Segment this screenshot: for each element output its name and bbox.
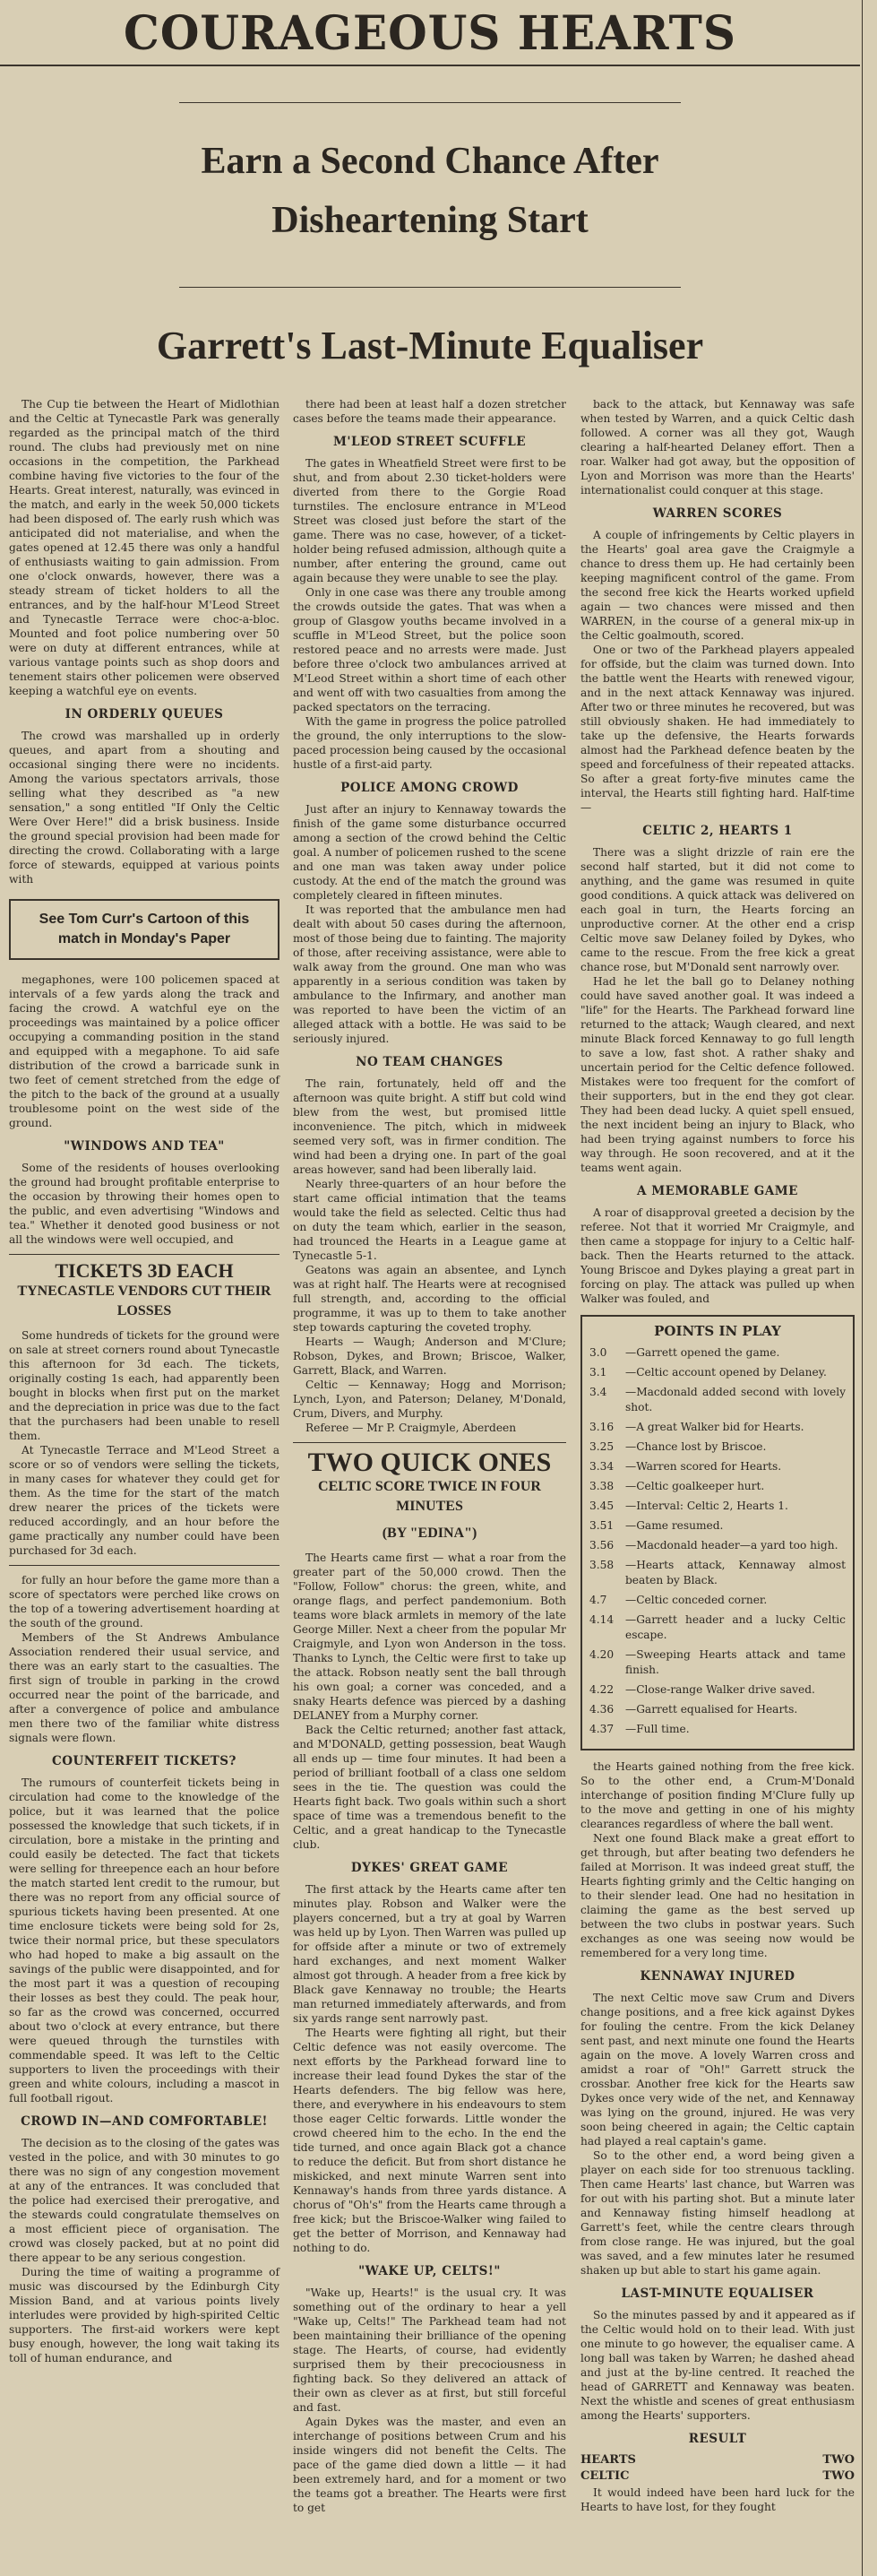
point-row (589, 1439, 846, 1455)
paragraph: The rain, fortunately, held off and the afternoon was quite bright. A stiff but cold wind blew from the west, but promised little inconvenience. The pitch, which in midweek seemed very soft, was in firmer condition. The wind had been a drying one. In part of the goal areas however, sand had been liberally laid. (293, 1077, 566, 1176)
subheading: A MEMORABLE GAME (637, 1184, 798, 1198)
point-row (589, 1385, 846, 1415)
cartoon-notice: See Tom Curr's Cartoon of this match in Monday's Paper (9, 899, 279, 960)
point-event: —Celtic goalkeeper hurt. (625, 1480, 765, 1492)
point-event: —Macdonald header—a yard too high. (625, 1539, 838, 1552)
subheading: NO TEAM CHANGES (356, 1055, 503, 1069)
paragraph: The decision as to the closing of the gates was vested in the police, and with 30 minutes to go there was no sign of any congestion movement at any of the entrances. It was concluded that the police had exercised their prerogative, and the stewards could congratulate themselves on a most efficient piece of organisation. The crowd was closely packed, but at no point did there appear to be any serious congestion. (9, 2137, 279, 2264)
paragraph: The next Celtic move saw Crum and Divers change positions, and a free kick against Dykes for fouling the centre. From the kick Delaney sent past, and next minute one found the Hearts again on the move. A lovely Warren cross and amidst a roar of "Oh!" Garrett struck the crossbar. Another free kick for the Hearts saw Dykes once very wide of the net, and Kennaway was lying on the ground, injured. He was very soon being cheered in again; the Celtic captain had played a real captain's game. (580, 1992, 855, 2148)
rule (179, 102, 681, 103)
points-in-play-box (580, 1315, 855, 1750)
point-row (589, 1593, 846, 1608)
subheading: "WAKE UP, CELTS!" (358, 2264, 501, 2278)
team-score: TWO (822, 2469, 855, 2483)
paragraph: A couple of infringements by Celtic players in the Hearts' goal area gave the Craigmyle a chance to dress them up. He had certainly been keeping magnificent control of the game. From the second free kick the Hearts worked upfield again — two chances were missed and then WARREN, in the course of a general mix-up in the Celtic goalmouth, scored. (580, 529, 855, 642)
byline: (BY "EDINA") (382, 1526, 477, 1541)
column-3 (580, 397, 855, 2514)
points-heading: POINTS IN PLAY (654, 1323, 781, 1339)
point-event: —Chance lost by Briscoe. (625, 1440, 767, 1453)
point-row (589, 1518, 846, 1534)
team-line: Celtic — Kennaway; Hogg and Morrison; Lynch, Lyon, and Paterson; Delaney, M'Donald, Crum, Divers, and Murphy. (293, 1379, 566, 1420)
headline-line-2: Disheartening Start (271, 200, 589, 241)
result-row (580, 2453, 855, 2468)
point-event: —Game resumed. (625, 1519, 724, 1532)
point-row (589, 1682, 846, 1698)
column-1 (9, 397, 279, 2365)
point-time: 3.16 (589, 1421, 615, 1433)
point-row (589, 1722, 846, 1737)
paragraph: Some of the residents of houses overlooking the ground had brought profitable enterprise to the occasion by throwing their homes open to the public, and even advertising "Windows and tea." Whether it denoted good business or not all the windows were well occupied, and (9, 1162, 279, 1246)
headline-line-3: Garrett's Last-Minute Equaliser (156, 324, 704, 367)
team-name: HEARTS (580, 2453, 636, 2467)
paragraph: Back the Celtic returned; another fast attack, and M'DONALD, getting possession, beat Waugh all ends up — time four minutes. It had been a period of brilliant football of a class one seldom sees in the tie. The question was could the Hearts fight back. Two goals within such a short space of time was a tremendous benefit to the Celtic, and a great handicap to the Tynecastle club. (293, 1724, 566, 1851)
headline-block (0, 66, 860, 398)
paragraph: A roar of disapproval greeted a decision by the referee. Not that it worried Mr Craigmyle, and then came a stoppage for injury to a Celtic half-back. Then the Hearts returned to the attack. Young Briscoe and Dykes playing a great part in forcing on play. The attack was pulled up when Walker was fouled, and (580, 1206, 855, 1305)
point-event: —Interval: Celtic 2, Hearts 1. (625, 1500, 788, 1512)
point-row (589, 1420, 846, 1435)
point-time: 4.7 (589, 1594, 607, 1606)
point-event: —Garrett equalised for Hearts. (625, 1703, 798, 1716)
point-time: 3.45 (589, 1500, 615, 1512)
paragraph: Had he let the ball go to Delaney nothing could have saved another goal. It was indeed a "life" for the Hearts. The Parkhead forward line returned to the attack; Waugh cleared, and next minute Black forced Kennaway to go full length to save a low, fast shot. A rather shaky and uncertain period for the Celtic defence followed. Mistakes were too frequent for the comfort of their supporters, but in the end they got clear. They had been dead lucky. A quiet spell ensued, the next incident being an injury to Black, who had been trying against numbers to force his way through. He soon recovered, and at it the teams went again. (580, 975, 855, 1174)
paragraph: It would indeed have been hard luck for the Hearts to have lost, for they fought (580, 2486, 855, 2513)
point-time: 4.37 (589, 1723, 615, 1735)
paragraph: It was reported that the ambulance men had dealt with about 50 cases during the afternoon, most of those being due to fainting. The majority of those, after receiving assistance, were able to walk away from the ground. One man who was apparently in a serious condition was taken by ambulance to the Infirmary, and another man was reported to have been the victim of an alleged attack with a bottle. He was said to be seriously injured. (293, 903, 566, 1045)
divider (9, 1565, 279, 1566)
point-row (589, 1702, 846, 1717)
page-title: COURAGEOUS HEARTS (124, 4, 736, 60)
subheading: WARREN SCORES (652, 506, 783, 521)
subheading: M'LEOD STREET SCUFFLE (332, 435, 527, 449)
point-row (589, 1647, 846, 1678)
paragraph: The Cup tie between the Heart of Midlothian and the Celtic at Tynecastle Park was generally regarded as the principal match of the third round. The clubs had previously met on nine occasions in the competition, the Parkhead combine having five victories to the four of the Hearts. Great interest, naturally, was evinced in the match, and early in the week 50,000 tickets had been disposed of. The early rush which was anticipated did not materialise, and when the gates opened at 12.45 there was only a handful of enthusiasts waiting to gain admission. From one o'clock onwards, however, there was a steady stream of ticket holders to all the entrances, and by the half-hour M'Leod Street and Tynecastle Terrace were choc-a-bloc. Mounted and foot police numbering over 50 were on duty at different entrances, while at various vantage points such as shop doors and tenement stairs other policemen were observed keeping a watchful eye on events. (9, 398, 279, 697)
paragraph: The gates in Wheatfield Street were first to be shut, and from about 2.30 ticket-holders were diverted from there to the Gorgie Road turnstiles. The enclosure entrance in M'Leod Street was closed just before the start of the game. There was no case, however, of a ticket-holder being refused admission, although quite a number, after entering the ground, came out again because they were unable to see the play. (293, 457, 566, 584)
paragraph: At Tynecastle Terrace and M'Leod Street a score or so of vendors were selling the tickets, in many cases for whatever they could get for them. As the time for the start of the match drew nearer the prices of the tickets were reduced accordingly, and an hour before the game practically any number could have been purchased for 3d each. (9, 1444, 279, 1557)
point-time: 3.25 (589, 1440, 615, 1453)
paragraph: One or two of the Parkhead players appealed for offside, but the claim was turned down. Into the battle went the Hearts with renewed vigour, and in the next attack Kennaway was injured. After two or three minutes he recovered, but was still obviously shaken. He had immediately to take up the defensive, the Hearts forwards almost had the Parkhead defence beaten by the speed and forcefulness of their repeated attacks. So after a great forty-five minutes came the interval, the Hearts still fighting hard. Half-time — (580, 644, 855, 814)
referee-line: Referee — Mr P. Craigmyle, Aberdeen (305, 1422, 517, 1434)
point-event: —Sweeping Hearts attack and tame finish. (625, 1648, 846, 1676)
paragraph: The Hearts were fighting all right, but their Celtic defence was not easily overcome. The next efforts by the Parkhead forward line to increase their lead found Dykes the star of the Hearts defenders. The big fellow was here, there, and everywhere in his endeavours to stem those eager Celtic forwards. Little wonder the crowd cheered him to the echo. In the end the tide turned, and once again Black got a chance to reduce the deficit. But from short distance he miskicked, and next minute Warren sent into Kennaway's hands from three yards distance. A chorus of "Oh's" from the Hearts came through a free kick; but the Briscoe-Walker wing failed to get the better of Morrison, and Kennaway had nothing to do. (293, 2027, 566, 2254)
subheading: LAST-MINUTE EQUALISER (621, 2286, 814, 2301)
article-heading: TICKETS 3D EACH (55, 1259, 234, 1282)
point-time: 3.38 (589, 1480, 615, 1492)
point-row (589, 1345, 846, 1361)
subheading: IN ORDERLY QUEUES (64, 707, 224, 722)
team-name: CELTIC (580, 2469, 630, 2483)
paragraph: for fully an hour before the game more than a score of spectators were perched like crows on the top of a towering advertisement hoarding at the south of the ground. (9, 1574, 279, 1629)
point-event: —Macdonald added second with lovely shot. (625, 1386, 846, 1413)
point-row (589, 1459, 846, 1474)
paragraph: The first attack by the Hearts came after ten minutes play. Robson and Walker were the players concerned, but a try at goal by Warren was held up by Lyon. Then Warren was pulled up for offside after a minute or two of extremely hard exchanges, and next moment Walker almost got through. A header from a free kick by Black gave Kennaway no trouble; the Hearts man returned immediately afterwards, and from six yards range sent narrowly past. (293, 1883, 566, 2025)
result-heading: RESULT (688, 2432, 747, 2446)
team-line: Hearts — Waugh; Anderson and M'Clure; Robson, Dykes, and Brown; Briscoe, Walker, Garrett, Black, and Warren. (293, 1336, 566, 1377)
point-time: 4.36 (589, 1703, 615, 1716)
subheading: "WINDOWS AND TEA" (64, 1139, 225, 1154)
paragraph: Some hundreds of tickets for the ground were on sale at street corners round about Tynecastle this afternoon for 3d each. The tickets, originally costing 1s each, had apparently been bought in blocks when first put on the market and the depreciation in price was due to the fact that the purchasers had been unable to resell them. (9, 1329, 279, 1442)
point-event: —Garrett opened the game. (625, 1346, 780, 1359)
point-time: 4.14 (589, 1613, 615, 1626)
divider (9, 1254, 279, 1255)
point-time: 4.20 (589, 1648, 615, 1661)
point-time: 3.0 (589, 1346, 607, 1359)
column-2 (293, 397, 566, 2515)
paragraph: Again Dykes was the master, and even an interchange of positions between Crum and his inside wingers did not benefit the Celts. The pace of the game died down a little — it had been extremely hard, and for a moment or two the teams got a breather. The Hearts were first to get (293, 2416, 566, 2514)
paragraph: There was a slight drizzle of rain ere the second half started, but it did not come to anything, and the game was resumed in quite good conditions. A quick attack was delivered on each goal in turn, the Hearts forcing an unproductive corner. At the other end a crisp Celtic move saw Delaney foiled by Dykes, who came to the rescue. From the free kick a great chance rose, but M'Donald sent narrowly over. (580, 846, 855, 973)
subheading: COUNTERFEIT TICKETS? (52, 1754, 236, 1768)
point-row (589, 1612, 846, 1643)
paragraph: Nearly three-quarters of an hour before the start came official intimation that the teams would take the field as selected. Celtic thus had on duty the team which, earlier in the season, had trounced the Hearts in a League game at Tynecastle 5-1. (293, 1178, 566, 1262)
headline-line-1: Earn a Second Chance After (201, 141, 659, 182)
paragraph: Next one found Black make a great effort to get through, but after beating two defenders he failed at Morrison. It was indeed great stuff, the Hearts fighting grimly and the Celtic hanging on to their slender lead. One had no hesitation in claiming the game as the best served up between the two clubs in postwar years. Such exchanges as one was seeing now would be remembered for a very long time. (580, 1832, 855, 1959)
point-row (589, 1365, 846, 1380)
paragraph: Geatons was again an absentee, and Lynch was at right half. The Hearts were at recognised full strength, and, according to the official programme, it was up to them to take another step towards capturing the coveted trophy. (293, 1264, 566, 1334)
article-subheading: CELTIC SCORE TWICE IN FOUR MINUTES (318, 1479, 541, 1514)
point-row (589, 1538, 846, 1553)
point-event: —Garrett header and a lucky Celtic escape. (625, 1613, 846, 1641)
subheading: CELTIC 2, HEARTS 1 (642, 824, 793, 838)
point-row (589, 1558, 846, 1588)
article-heading: TWO QUICK ONES (307, 1448, 552, 1477)
point-row (589, 1479, 846, 1494)
point-time: 3.56 (589, 1539, 615, 1552)
paragraph: the Hearts gained nothing from the free kick. So to the other end, a Crum-M'Donald interchange of position finding M'Clure fully up to the move and getting in one of his mighty clearances regardless of where the ball went. (580, 1760, 855, 1830)
paragraph: there had been at least half a dozen stretcher cases before the teams made their appearance. (293, 398, 566, 425)
divider (293, 1442, 566, 1443)
paragraph: back to the attack, but Kennaway was safe when tested by Warren, and a quick Celtic dash followed. A corner was all they got, Waugh clearing a half-hearted Delaney effort. Then a roar. Walker had got away, but the opposition of Lyon and Morrison was more than the Hearts' internationalist could conquer at this stage. (580, 398, 855, 497)
point-time: 3.1 (589, 1366, 607, 1379)
paragraph: During the time of waiting a programme of music was discoursed by the Edinburgh City Mission Band, and at various points lively interludes were provided by high-spirited Celtic supporters. The first-aid workers were kept busy enough, however, the long wait taking its toll of human endurance, and (9, 2266, 279, 2364)
paragraph: So to the other end, a word being given a player on each side for too strenuous tackling. Then came Hearts' last chance, but Warren was for out with his parting shot. But a minute later and Kennaway fisting himself headlong at Garrett's feet, while the centre clears through from close range. He was injured, but the goal was saved, and a few minutes later he resumed shaken up but able to start his game again. (580, 2149, 855, 2277)
article-subheading: TYNECASTLE VENDORS CUT THEIR LOSSES (17, 1284, 271, 1318)
paragraph: The rumours of counterfeit tickets being in circulation had come to the knowledge of the police, but it was learned that the police possessed the knowledge that such tickets, if in circulation, bore a mistake in the printing and could easily be detected. The fact that tickets were selling for threepence each an hour before the match started lent credit to the rumour, but there was no report from any official source of spurious tickets having been presented. At one time enclosure tickets were being sold for 2s, twice their normal price, but these speculators who had hoped to make a big assault on the savings of the public were disappointed, and for the most part it was a question of recouping their losses as best they could. The peak hour, so far as the crowd was concerned, occurred about two o'clock at every entrance, but there were queued through the turnstiles with commendable speed. It was left to the Celtic supporters to liven the proceedings with their green and white colours, including a mascot in full football rigout. (9, 1776, 279, 2105)
rule (179, 287, 681, 288)
subheading: DYKES' GREAT GAME (350, 1861, 509, 1875)
banner (0, 0, 860, 66)
point-event: —Celtic conceded corner. (625, 1594, 768, 1606)
paragraph: The Hearts came first — what a roar from the greater part of the 50,000 crowd. Then the "Follow, Follow" chorus: the green, white, and orange flags, and perfect pandemonium. Both teams wore black armlets in memory of the late George Miller. Next a cheer from the popular Mr Craigmyle, and Lyon won Anderson in the toss. Thanks to Lynch, the Celtic were first to take up the attack. Robson neatly sent the ball through his own goal; a corner was conceded, and a snaky Hearts defence was pierced by a dashing DELANEY from a Murphy corner. (293, 1552, 566, 1722)
paragraph: Members of the St Andrews Ambulance Association rendered their usual service, and there was an early start to the casualties. The first sign of trouble in parking in the crowd occurred near the point of the barricade, and after a convergence of police and ambulance men there two of the familiar white distress signals were flown. (9, 1631, 279, 1744)
point-event: —Close-range Walker drive saved. (625, 1683, 815, 1696)
paragraph: Just after an injury to Kennaway towards the finish of the game some disturbance occurred among a section of the crowd behind the Celtic goal. A number of policemen rushed to the scene and one man was taken away under police custody. At the end of the match the ground was completely cleared in fifteen minutes. (293, 803, 566, 902)
subheading: KENNAWAY INJURED (640, 1969, 795, 1984)
paragraph: The crowd was marshalled up in orderly queues, and apart from a shouting and occasional singing there were no incidents. Among the various spectators arrivals, those selling what they described as "a new sensation," a song entitled "If Only the Celtic Were Over Here!" did a brisk business. Inside the ground special provision had been made for directing the crowd. Collaborating with a large force of stewards, equipped at various points with (9, 730, 279, 886)
point-event: —Full time. (625, 1723, 690, 1735)
paragraph: megaphones, were 100 policemen spaced at intervals of a few yards along the track and facing the crowd. A watchful eye on the proceedings was maintained by a police officer occupying a commanding position in the stand and equipped with a megaphone. To aid safe distribution of the crowd a barricade sunk in two feet of cement stretched from the edge of the pitch to the back of the ground at a usually troublesome point on the west side of the ground. (9, 973, 279, 1129)
point-time: 4.22 (589, 1683, 615, 1696)
point-time: 3.58 (589, 1559, 615, 1571)
point-event: —A great Walker bid for Hearts. (625, 1421, 804, 1433)
paragraph: So the minutes passed by and it appeared as if the Celtic would hold on to their lead. With just one minute to go however, the equaliser came. A long ball was taken by Warren; he dashed ahead and just at the by-line centred. It reached the head of GARRETT and Kennaway was beaten. Next the whistle and scenes of great enthusiasm among the Hearts' supporters. (580, 2309, 855, 2422)
result-row (580, 2469, 855, 2484)
point-time: 3.34 (589, 1460, 615, 1473)
paragraph: Only in one case was there any trouble among the crowds outside the gates. That was when a group of Glasgow youths became involved in a scuffle in M'Leod Street, but the police soon restored peace and no arrests were made. Just before three o'clock two ambulances arrived at M'Leod Street within a short time of each other and went off with two casualties from among the packed spectators on the terracing. (293, 586, 566, 713)
point-row (589, 1499, 846, 1514)
point-time: 3.4 (589, 1386, 607, 1398)
paragraph: "Wake up, Hearts!" is the usual cry. It was something out of the ordinary to hear a yell "Wake up, Celts!" The Parkhead team had not been maintaining their brilliance of the opening stage. The Hearts, of course, had evidently surprised them by their precociousness in fighting back. So they delivered an attack of their own as clever as at first, but still forceful and fast. (293, 2286, 566, 2414)
subheading: POLICE AMONG CROWD (340, 781, 519, 795)
subheading: CROWD IN—AND COMFORTABLE! (21, 2114, 268, 2129)
team-score: TWO (822, 2453, 855, 2467)
point-event: —Warren scored for Hearts. (625, 1460, 782, 1473)
point-event: —Celtic account opened by Delaney. (625, 1366, 827, 1379)
point-time: 3.51 (589, 1519, 615, 1532)
adjacent-page-edge (862, 0, 877, 2576)
paragraph: With the game in progress the police patrolled the ground, the only interruptions to the slow-paced procession being caused by the occasional hustle of a first-aid party. (293, 715, 566, 771)
point-event: —Hearts attack, Kennaway almost beaten by Black. (625, 1559, 846, 1586)
